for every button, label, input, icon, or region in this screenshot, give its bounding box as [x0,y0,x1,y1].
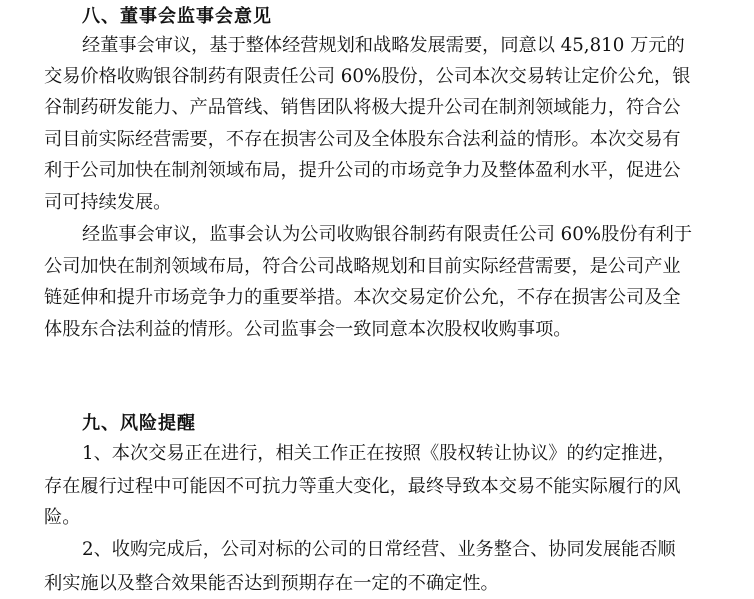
paragraph-line: 司目前实际经营需要，不存在损害公司及全体股东合法利益的情形。本次交易有 [44,129,681,150]
paragraph-line: 链延伸和提升市场竞争力的重要举措。本次交易定价公允，不存在损害公司及全 [44,287,681,308]
paragraph-line: 谷制药研发能力、产品管线、销售团队将极大提升公司在制剂领域能力，符合公 [44,97,681,118]
paragraph-line: 经监事会审议，监事会认为公司收购银谷制药有限责任公司 60%股份有利于 [82,224,693,245]
paragraph-line: 存在履行过程中可能因不可抗力等重大变化，最终导致本交易不能实际履行的风 [44,476,681,497]
paragraph-line: 公司加快在制剂领域布局，符合公司战略规划和目前实际经营需要，是公司产业 [44,256,681,277]
paragraph-line: 交易价格收购银谷制药有限责任公司 60%股份，公司本次交易转让定价公允，银 [44,66,691,87]
paragraph-line: 利于公司加快在制剂领域布局，提升公司的市场竞争力及整体盈利水平，促进公 [44,160,681,181]
paragraph-line: 体股东合法利益的情形。公司监事会一致同意本次股权收购事项。 [44,319,572,340]
paragraph-line: 险。 [44,507,81,528]
paragraph-line: 1、本次交易正在进行，相关工作正在按照《股权转让协议》的约定推进， [82,443,676,464]
section-heading-risk-warning: 九、风险提醒 [82,413,196,434]
paragraph-line: 利实施以及整合效果能否达到预期存在一定的不确定性。 [44,573,499,594]
paragraph-line: 2、收购完成后，公司对标的公司的日常经营、业务整合、协同发展能否顺 [82,539,676,560]
section-heading-board-opinion: 八、董事会监事会意见 [82,6,272,27]
paragraph-line: 司可持续发展。 [44,192,172,213]
paragraph-line: 经董事会审议，基于整体经营规划和战略发展需要，同意以 45,810 万元的 [82,35,685,56]
